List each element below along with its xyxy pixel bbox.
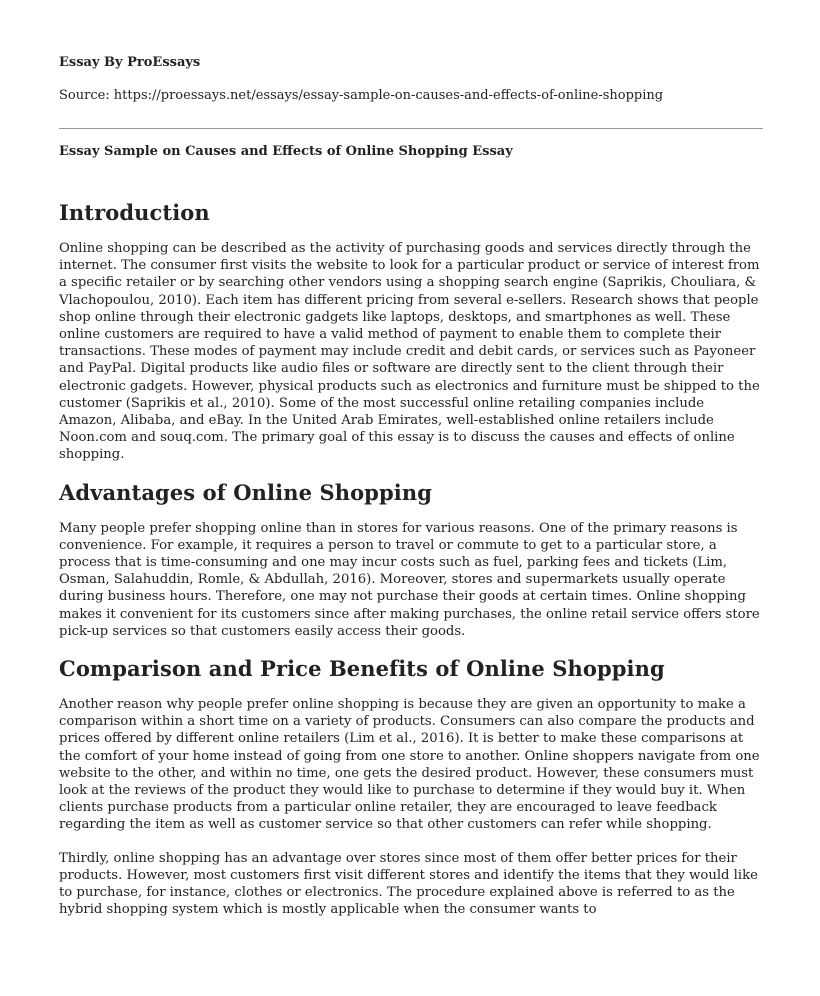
essay-byline: Essay By ProEssays [59,55,201,70]
source-url: Source: https://proessays.net/essays/essay-sample-on-causes-and-effects-of-online-shopping [59,88,664,103]
paragraph: Another reason why people prefer online shopping is because they are given an opportunity to make a comparison within a short time on a variety of products. Consumers can also compare the products and prices offered by different online retailers (Lim et al., 2016). It is better to make these comparisons at the comfort of your home instead of going from one store to another. Online shoppers navigate from one website to the other, and within no time, one gets the desired product. However, these consumers must look at the reviews of the product they would like to purchase to determine if they would buy it. When clients purchase products from a particular online retailer, they are encouraged to leave feedback regarding the item as well as customer service so that other customers can refer while shopping. [59,697,760,833]
essay-title: Essay Sample on Causes and Effects of Online Shopping Essay [59,144,513,159]
section-heading: Comparison and Price Benefits of Online Shopping [59,656,665,682]
header-divider [59,128,763,129]
section-heading: Introduction [59,200,210,225]
paragraph: Thirdly, online shopping has an advantage over stores since most of them offer better prices for their products. However, most customers first visit different stores and identify the items that they would like to purchase, for instance, clothes or electronics. The procedure explained above is referred to as the hybrid shopping system which is mostly applicable when the consumer wants to [59,850,758,918]
paragraph: Online shopping can be described as the activity of purchasing goods and services directly through the internet. The consumer first visits the website to look for a particular product or service of interest from a specific retailer or by searching other vendors using a shopping search engine (Saprikis, Chouliara, & Vlachopoulou, 2010). Each item has different pricing from several e-sellers. Research shows that people shop online through their electronic gadgets like laptops, desktops, and smartphones as well. These online customers are required to have a valid method of payment to enable them to complete their transactions. These modes of payment may include credit and debit cards, or services such as Payoneer and PayPal. Digital products like audio files or software are directly sent to the client through their electronic gadgets. However, physical products such as electronics and furniture must be shipped to the customer (Saprikis et al., 2010). Some of the most successful online retailing companies include Amazon, Alibaba, and eBay. In the United Arab Emirates, well-established online retailers include Noon.com and souq.com. The primary goal of this essay is to discuss the causes and effects of online shopping. [59,241,760,463]
section-heading: Advantages of Online Shopping [59,479,432,505]
essay-body [59,198,764,935]
section-advantages [59,478,764,640]
section-introduction [59,198,764,464]
paragraph: Many people prefer shopping online than in stores for various reasons. One of the primary reasons is convenience. For example, it requires a person to travel or commute to get to a particular store, a process that is time-consuming and one may incur costs such as fuel, parking fees and tickets (Lim, Osman, Salahuddin, Romle, & Abdullah, 2016). Moreover, stores and supermarkets usually operate during business hours. Therefore, one may not purchase their goods at certain times. Online shopping makes it convenient for its customers since after making purchases, the online retail service offers store pick-up services so that customers easily access their goods. [59,520,760,639]
section-comparison-price [59,654,764,918]
